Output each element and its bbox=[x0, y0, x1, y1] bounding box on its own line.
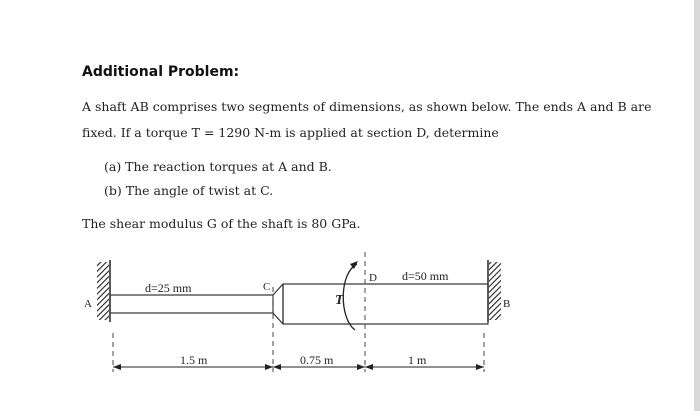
length-segment-1: 1.5 m bbox=[180, 353, 208, 367]
diameter-large-label: d=50 mm bbox=[402, 269, 449, 283]
fixed-support-b bbox=[488, 260, 501, 322]
problem-heading: Additional Problem: bbox=[82, 64, 240, 80]
torque-curve bbox=[343, 264, 357, 330]
intro-line-1: A shaft AB comprises two segments of dimensions, as shown below. The ends A and B are bbox=[82, 99, 652, 114]
part-b-question: (b) The angle of twist at C. bbox=[104, 183, 274, 198]
shaft-segment-large bbox=[283, 284, 488, 324]
diameter-small-label: d=25 mm bbox=[145, 281, 192, 295]
intro-line-2: fixed. If a torque T = 1290 N-m is applied at section D, determine bbox=[82, 125, 499, 140]
label-b: B bbox=[503, 298, 511, 310]
shear-modulus-statement: The shear modulus G of the shaft is 80 GPa. bbox=[82, 216, 361, 231]
label-c: C bbox=[263, 281, 271, 293]
shaft-segment-small bbox=[110, 295, 273, 313]
length-segment-3: 1 m bbox=[408, 353, 427, 367]
dimension-line bbox=[113, 364, 484, 370]
part-a-question: (a) The reaction torques at A and B. bbox=[104, 159, 332, 174]
fixed-support-a bbox=[97, 260, 110, 322]
length-segment-2: 0.75 m bbox=[300, 353, 334, 367]
shaft-transition bbox=[273, 284, 283, 324]
label-d: D bbox=[369, 272, 377, 284]
label-a: A bbox=[84, 298, 92, 310]
label-torque: T bbox=[335, 293, 344, 308]
